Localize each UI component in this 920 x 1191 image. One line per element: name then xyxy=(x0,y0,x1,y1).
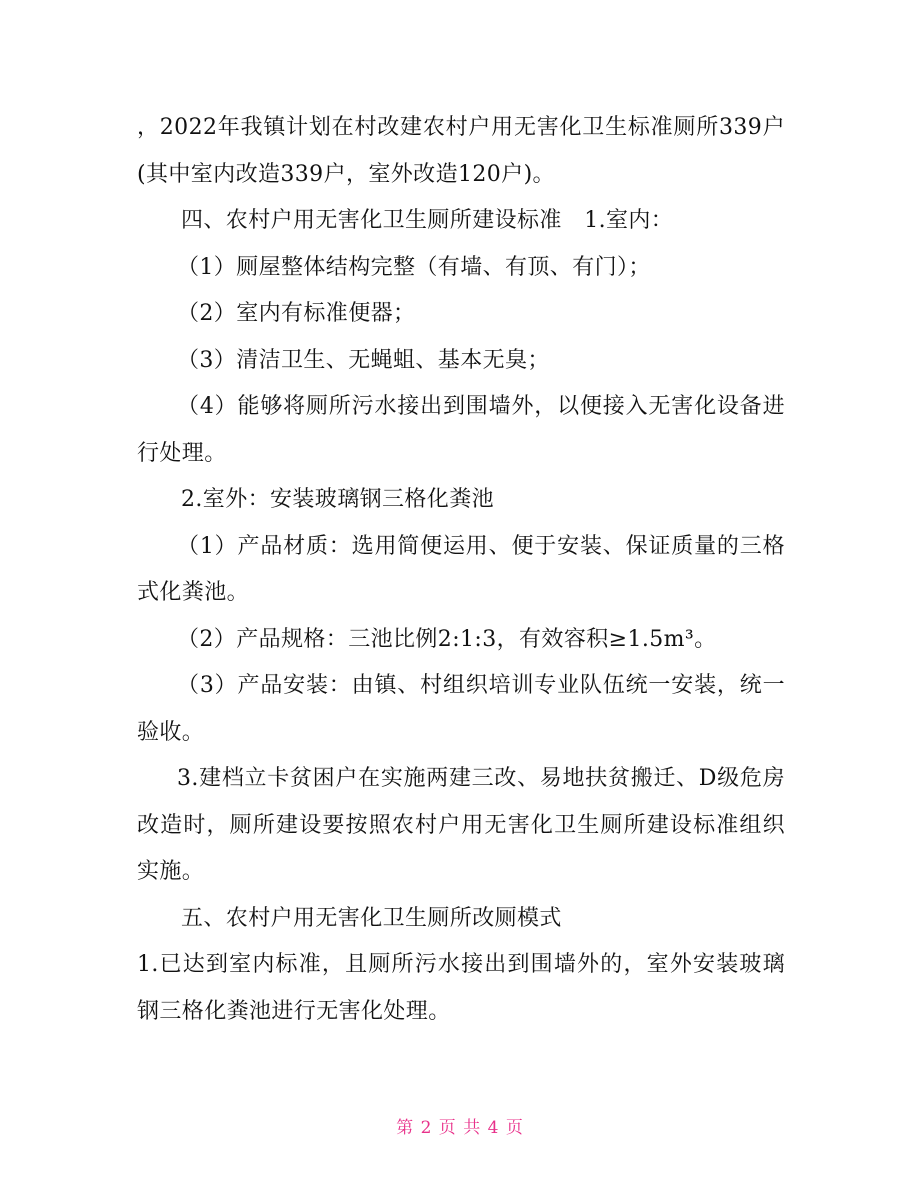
list-item-outdoor-1: （1）产品材质：选用简便运用、便于安装、保证质量的三格式化粪池。 xyxy=(137,533,785,605)
paragraph-mode-1: 1.已达到室内标准，且厕所污水接出到围墙外的，室外安装玻璃钢三格化粪池进行无害化处理。 xyxy=(137,952,785,1024)
section-heading-modes: 五、农村户用无害化卫生厕所改厕模式 xyxy=(181,905,562,931)
paragraph-plan-summary: ，2022年我镇计划在村改建农村户用无害化卫生标准厕所339户(其中室内改造339户，室外改造120户)。 xyxy=(137,115,785,187)
list-item-outdoor-3: （3）产品安装：由镇、村组织培训专业队伍统一安装，统一验收。 xyxy=(137,673,785,745)
document-body xyxy=(137,105,785,1035)
list-item-outdoor-2: （2）产品规格：三池比例2:1:3，有效容积≥1.5m³。 xyxy=(177,626,717,652)
list-item-indoor-3: （3）清洁卫生、无蝇蛆、基本无臭； xyxy=(177,347,550,373)
paragraph-item-3: 3.建档立卡贫困户在实施两建三改、易地扶贫搬迁、D级危房改造时，厕所建设要按照农村户用无害化卫生厕所建设标准组织实施。 xyxy=(137,766,785,884)
page-number-footer: 第 2 页 共 4 页 xyxy=(396,1118,524,1138)
list-item-indoor-1: （1）厕屋整体结构完整（有墙、有顶、有门）； xyxy=(177,254,651,280)
subheading-outdoor: 2.室外：安装玻璃钢三格化粪池 xyxy=(181,487,494,512)
list-item-indoor-4: （4）能够将厕所污水接出到围墙外，以便接入无害化设备进行处理。 xyxy=(137,394,785,466)
section-heading-standards: 四、农村户用无害化卫生厕所建设标准 1.室内： xyxy=(181,208,674,233)
list-item-indoor-2: （2）室内有标准便器； xyxy=(177,301,416,326)
